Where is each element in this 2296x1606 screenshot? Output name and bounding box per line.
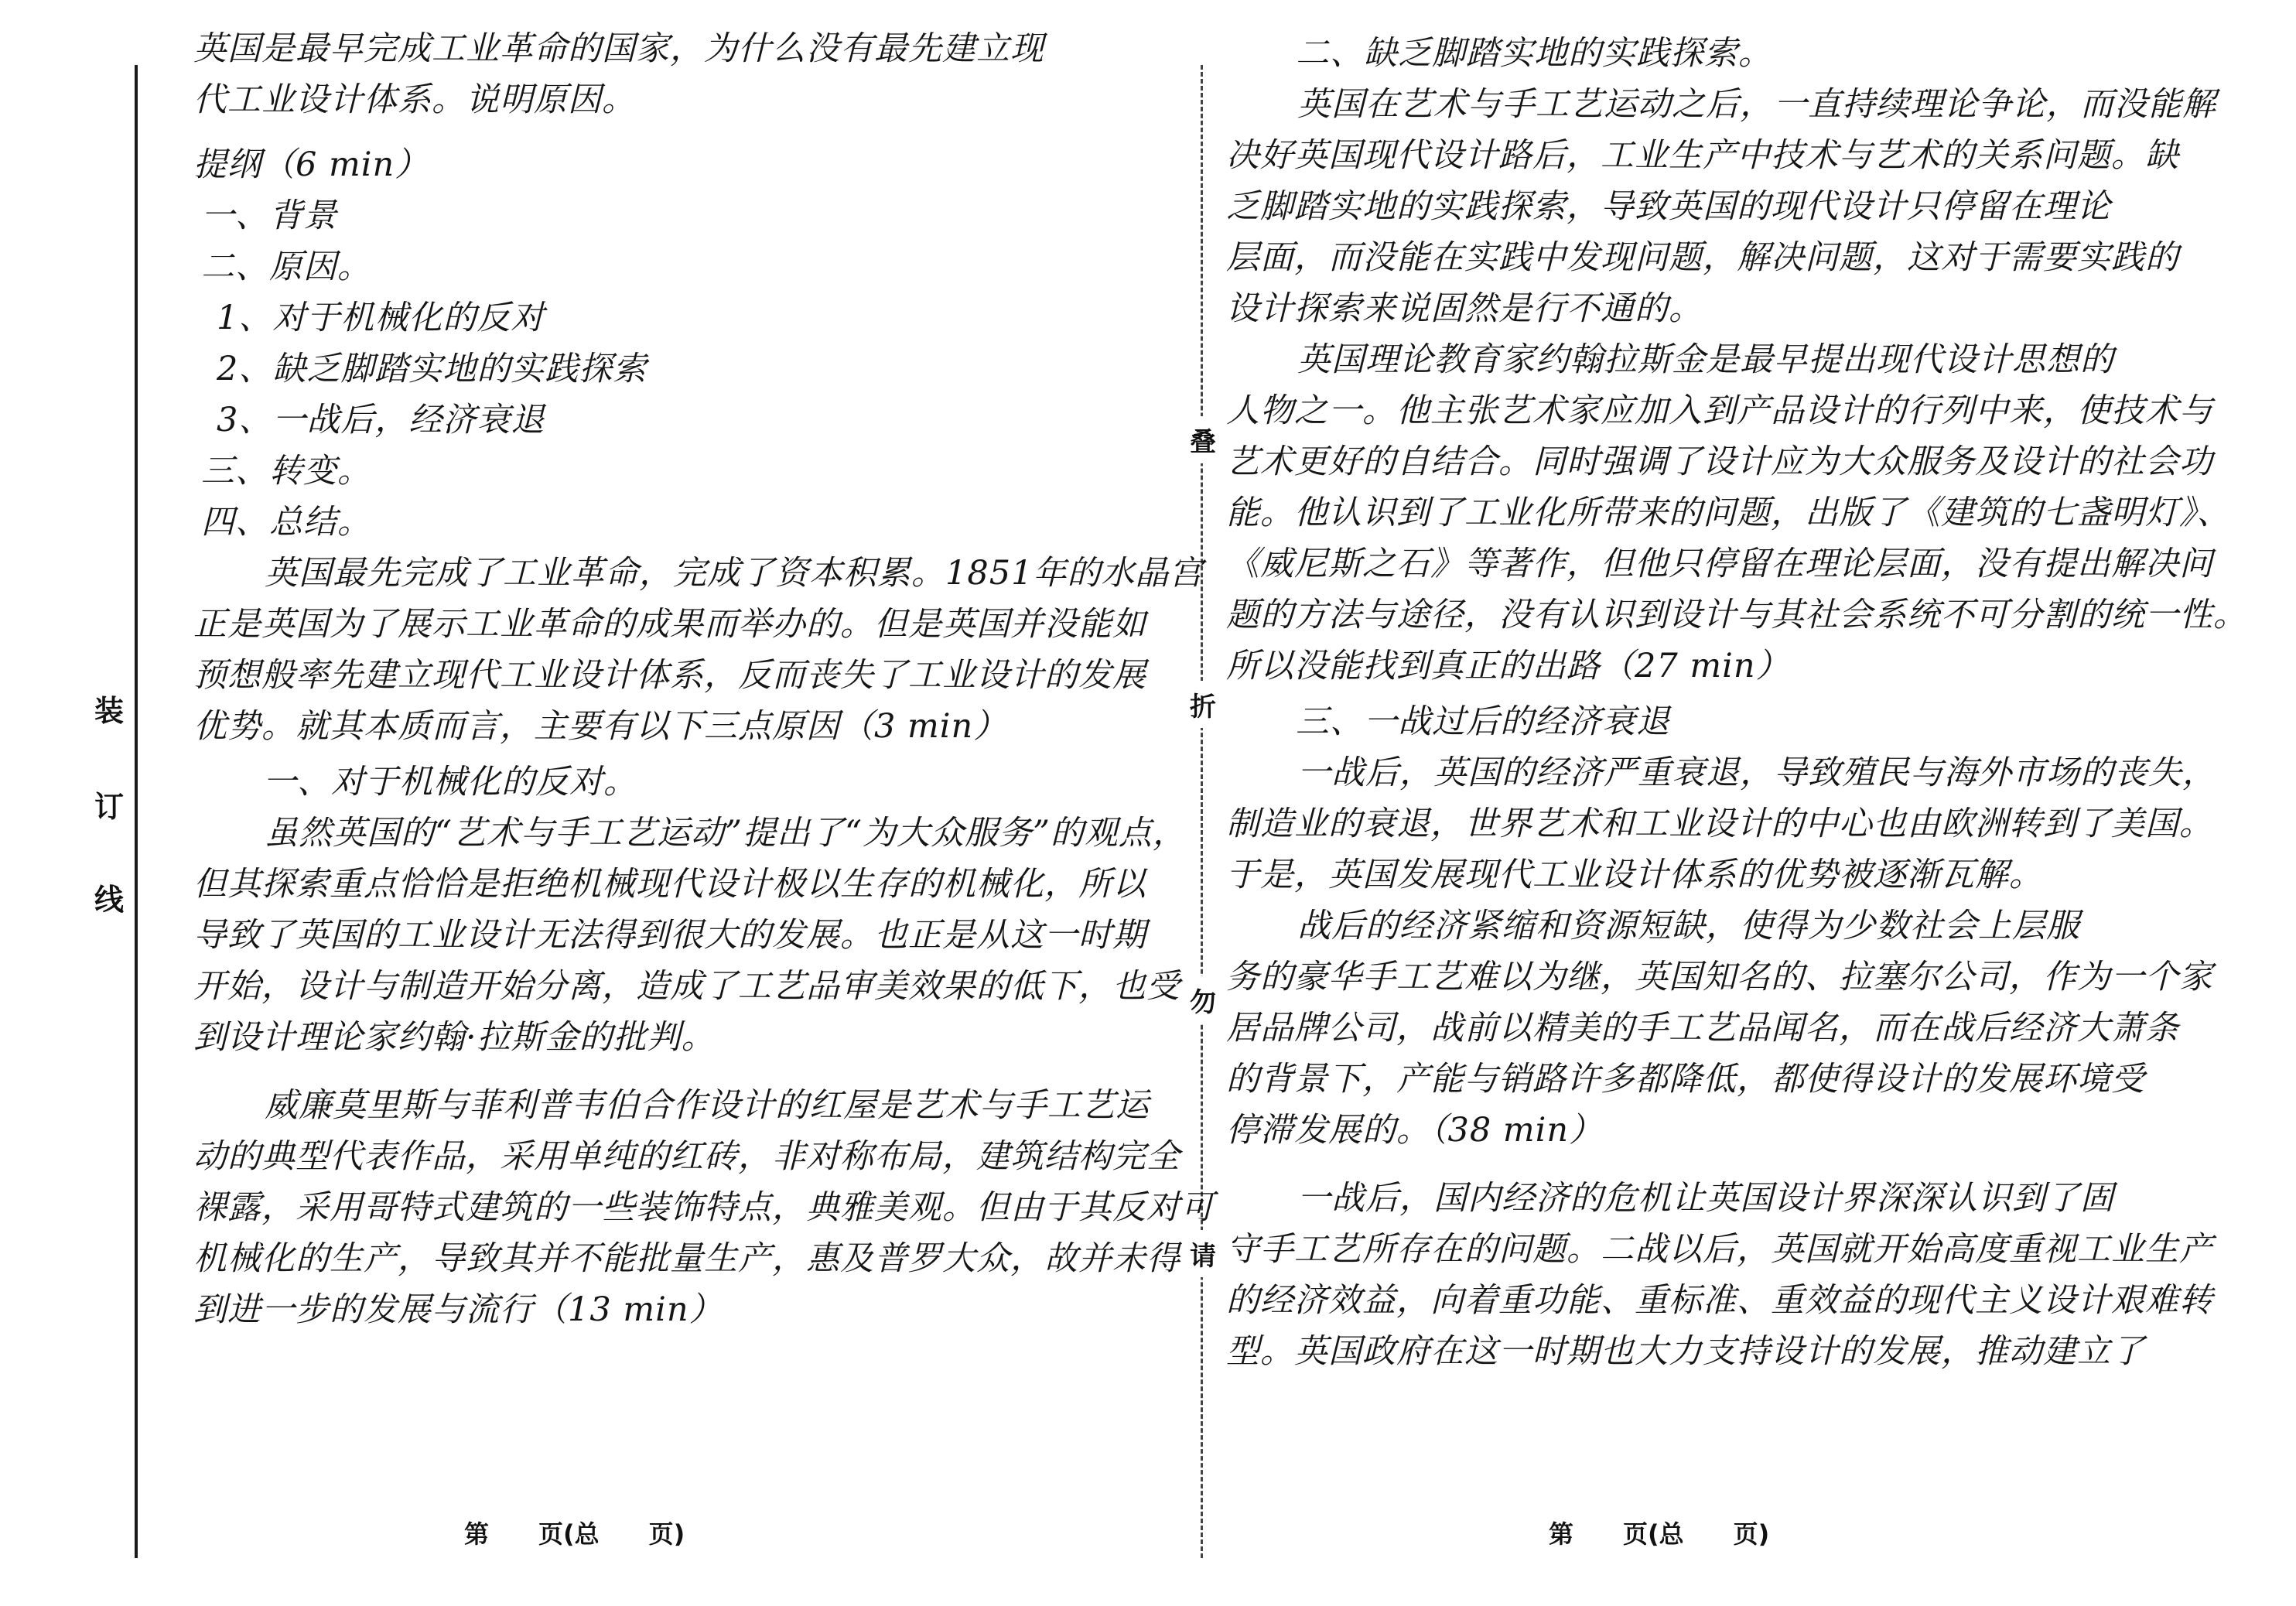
answer-line: 一战后，英国的经济严重衰退，导致殖民与海外市场的丧失， <box>1297 753 2216 792</box>
answer-line: 2、缺乏脚踏实地的实践探索 <box>217 350 647 388</box>
answer-line: 一战后，国内经济的危机让英国设计界深深认识到了固 <box>1297 1179 2114 1218</box>
paragraph-gap <box>1226 1156 2286 1173</box>
answer-line: 的经济效益，向着重功能、重标准、重效益的现代主义设计艰难转 <box>1226 1281 2213 1320</box>
paragraph-gap <box>193 1063 1176 1080</box>
right-page-answer <box>1226 23 2286 1377</box>
answer-line: 1、对于机械化的反对 <box>217 299 545 337</box>
binding-rule <box>135 65 138 1558</box>
answer-line: 乏脚踏实地的实践探索，导致英国的现代设计只停留在理论 <box>1226 187 2111 226</box>
left-page-footer: 第 页(总 页) <box>464 1519 685 1549</box>
answer-line: 英国是最早完成工业革命的国家，为什么没有最先建立现 <box>193 29 1044 68</box>
answer-line: 威廉莫里斯与菲利普韦伯合作设计的红屋是艺术与手工艺运 <box>265 1086 1150 1125</box>
answer-line: 人物之一。他主张艺术家应加入到产品设计的行列中来，使技术与 <box>1226 391 2213 430</box>
answer-line: 代工业设计体系。说明原因。 <box>193 80 636 119</box>
left-page-answer <box>193 23 1215 1335</box>
answer-line: 制造业的衰退，世界艺术和工业设计的中心也由欧洲转到了美国。 <box>1226 805 2213 843</box>
answer-line: 战后的经济紧缩和资源短缺，使得为少数社会上层服 <box>1297 907 2080 945</box>
answer-line: 英国在艺术与手工艺运动之后，一直持续理论争论，而没能解 <box>1297 85 2216 124</box>
answer-line: 二、缺乏脚踏实地的实践探索。 <box>1296 34 1772 73</box>
answer-line: 到进一步的发展与流行（13 min） <box>193 1290 723 1329</box>
answer-line: 四、总结。 <box>201 503 371 542</box>
binding-label-char: 订 <box>94 790 125 824</box>
answer-line: 艺术更好的自结合。同时强调了设计应为大众服务及设计的社会功 <box>1226 443 2213 481</box>
answer-line: 《威尼斯之石》等著作，但他只停留在理论层面，没有提出解决问 <box>1226 545 2213 583</box>
answer-line: 守手工艺所存在的问题。二战以后，英国就开始高度重视工业生产 <box>1226 1230 2213 1269</box>
answer-line: 停滞发展的。（38 min） <box>1226 1111 1604 1150</box>
answer-line: 提纲（6 min） <box>193 145 429 184</box>
answer-line: 裸露，采用哥特式建筑的一些装饰特点，典雅美观。但由于其反对可 <box>193 1188 1215 1227</box>
right-page-footer: 第 页(总 页) <box>1549 1519 1770 1549</box>
answer-line: 设计探索来说固然是行不通的。 <box>1226 289 1703 328</box>
answer-line: 居品牌公司，战前以精美的手工艺品闻名，而在战后经济大萧条 <box>1226 1009 2179 1047</box>
answer-line: 一、背景 <box>201 196 337 235</box>
answer-line: 开始，设计与制造开始分离，造成了工艺品审美效果的低下，也受 <box>193 967 1180 1006</box>
fold-notice-char: 请 <box>1190 1230 1216 1277</box>
answer-line: 英国最先完成了工业革命，完成了资本积累。1851年的水晶宫 <box>265 554 1204 593</box>
answer-line: 机械化的生产，导致其并不能批量生产，惠及普罗大众，故并未得 <box>193 1239 1180 1278</box>
binding-label-char: 线 <box>94 883 125 917</box>
answer-line: 但其探索重点恰恰是拒绝机械现代设计极以生存的机械化，所以 <box>193 865 1146 904</box>
answer-line: 优势。就其本质而言，主要有以下三点原因（3 min） <box>193 707 1008 746</box>
answer-line: 所以没能找到真正的出路（27 min） <box>1226 647 1790 685</box>
answer-line: 一、对于机械化的反对。 <box>263 763 637 801</box>
answer-line: 层面，而没能在实践中发现问题，解决问题，这对于需要实践的 <box>1226 238 2179 277</box>
answer-line: 务的豪华手工艺难以为继，英国知名的、拉塞尔公司，作为一个家 <box>1226 958 2213 996</box>
answer-line: 导致了英国的工业设计无法得到很大的发展。也正是从这一时期 <box>193 916 1146 955</box>
answer-line: 题的方法与途径，没有认识到设计与其社会系统不可分割的统一性。 <box>1226 596 2247 634</box>
answer-line: 三、转变。 <box>201 452 371 490</box>
fold-line <box>1201 65 1203 1558</box>
answer-line: 英国理论教育家约翰拉斯金是最早提出现代设计思想的 <box>1297 340 2114 379</box>
fold-notice-char: 折 <box>1190 681 1216 728</box>
answer-line: 决好英国现代设计路后，工业生产中技术与艺术的关系问题。缺 <box>1226 136 2179 175</box>
answer-line: 二、原因。 <box>201 248 371 286</box>
answer-line: 型。英国政府在这一时期也大力支持设计的发展，推动建立了 <box>1226 1332 2145 1371</box>
answer-line: 于是，英国发展现代工业设计体系的优势被逐渐瓦解。 <box>1226 856 2043 894</box>
binding-label-char: 装 <box>94 694 125 728</box>
fold-notice-char: 叠 <box>1190 416 1216 463</box>
answer-line: 预想般率先建立现代工业设计体系，反而丧失了工业设计的发展 <box>193 656 1146 695</box>
answer-line: 能。他认识到了工业化所带来的问题，出版了《建筑的七盏明灯》、 <box>1226 494 2231 532</box>
answer-line: 动的典型代表作品，采用单纯的红砖，非对称布局，建筑结构完全 <box>193 1137 1180 1176</box>
answer-line: 三、一战过后的经济衰退 <box>1296 702 1670 741</box>
answer-line: 正是英国为了展示工业革命的成果而举办的。但是英国并没能如 <box>193 605 1146 644</box>
fold-notice-char: 勿 <box>1190 976 1216 1023</box>
answer-line: 虽然英国的“艺术与手工艺运动”提出了“为大众服务”的观点， <box>265 814 1187 853</box>
answer-line: 的背景下，产能与销路许多都降低，都使得设计的发展环境受 <box>1226 1060 2145 1099</box>
answer-line: 3、一战后，经济衰退 <box>217 401 545 439</box>
answer-line: 到设计理论家约翰·拉斯金的批判。 <box>193 1018 716 1057</box>
